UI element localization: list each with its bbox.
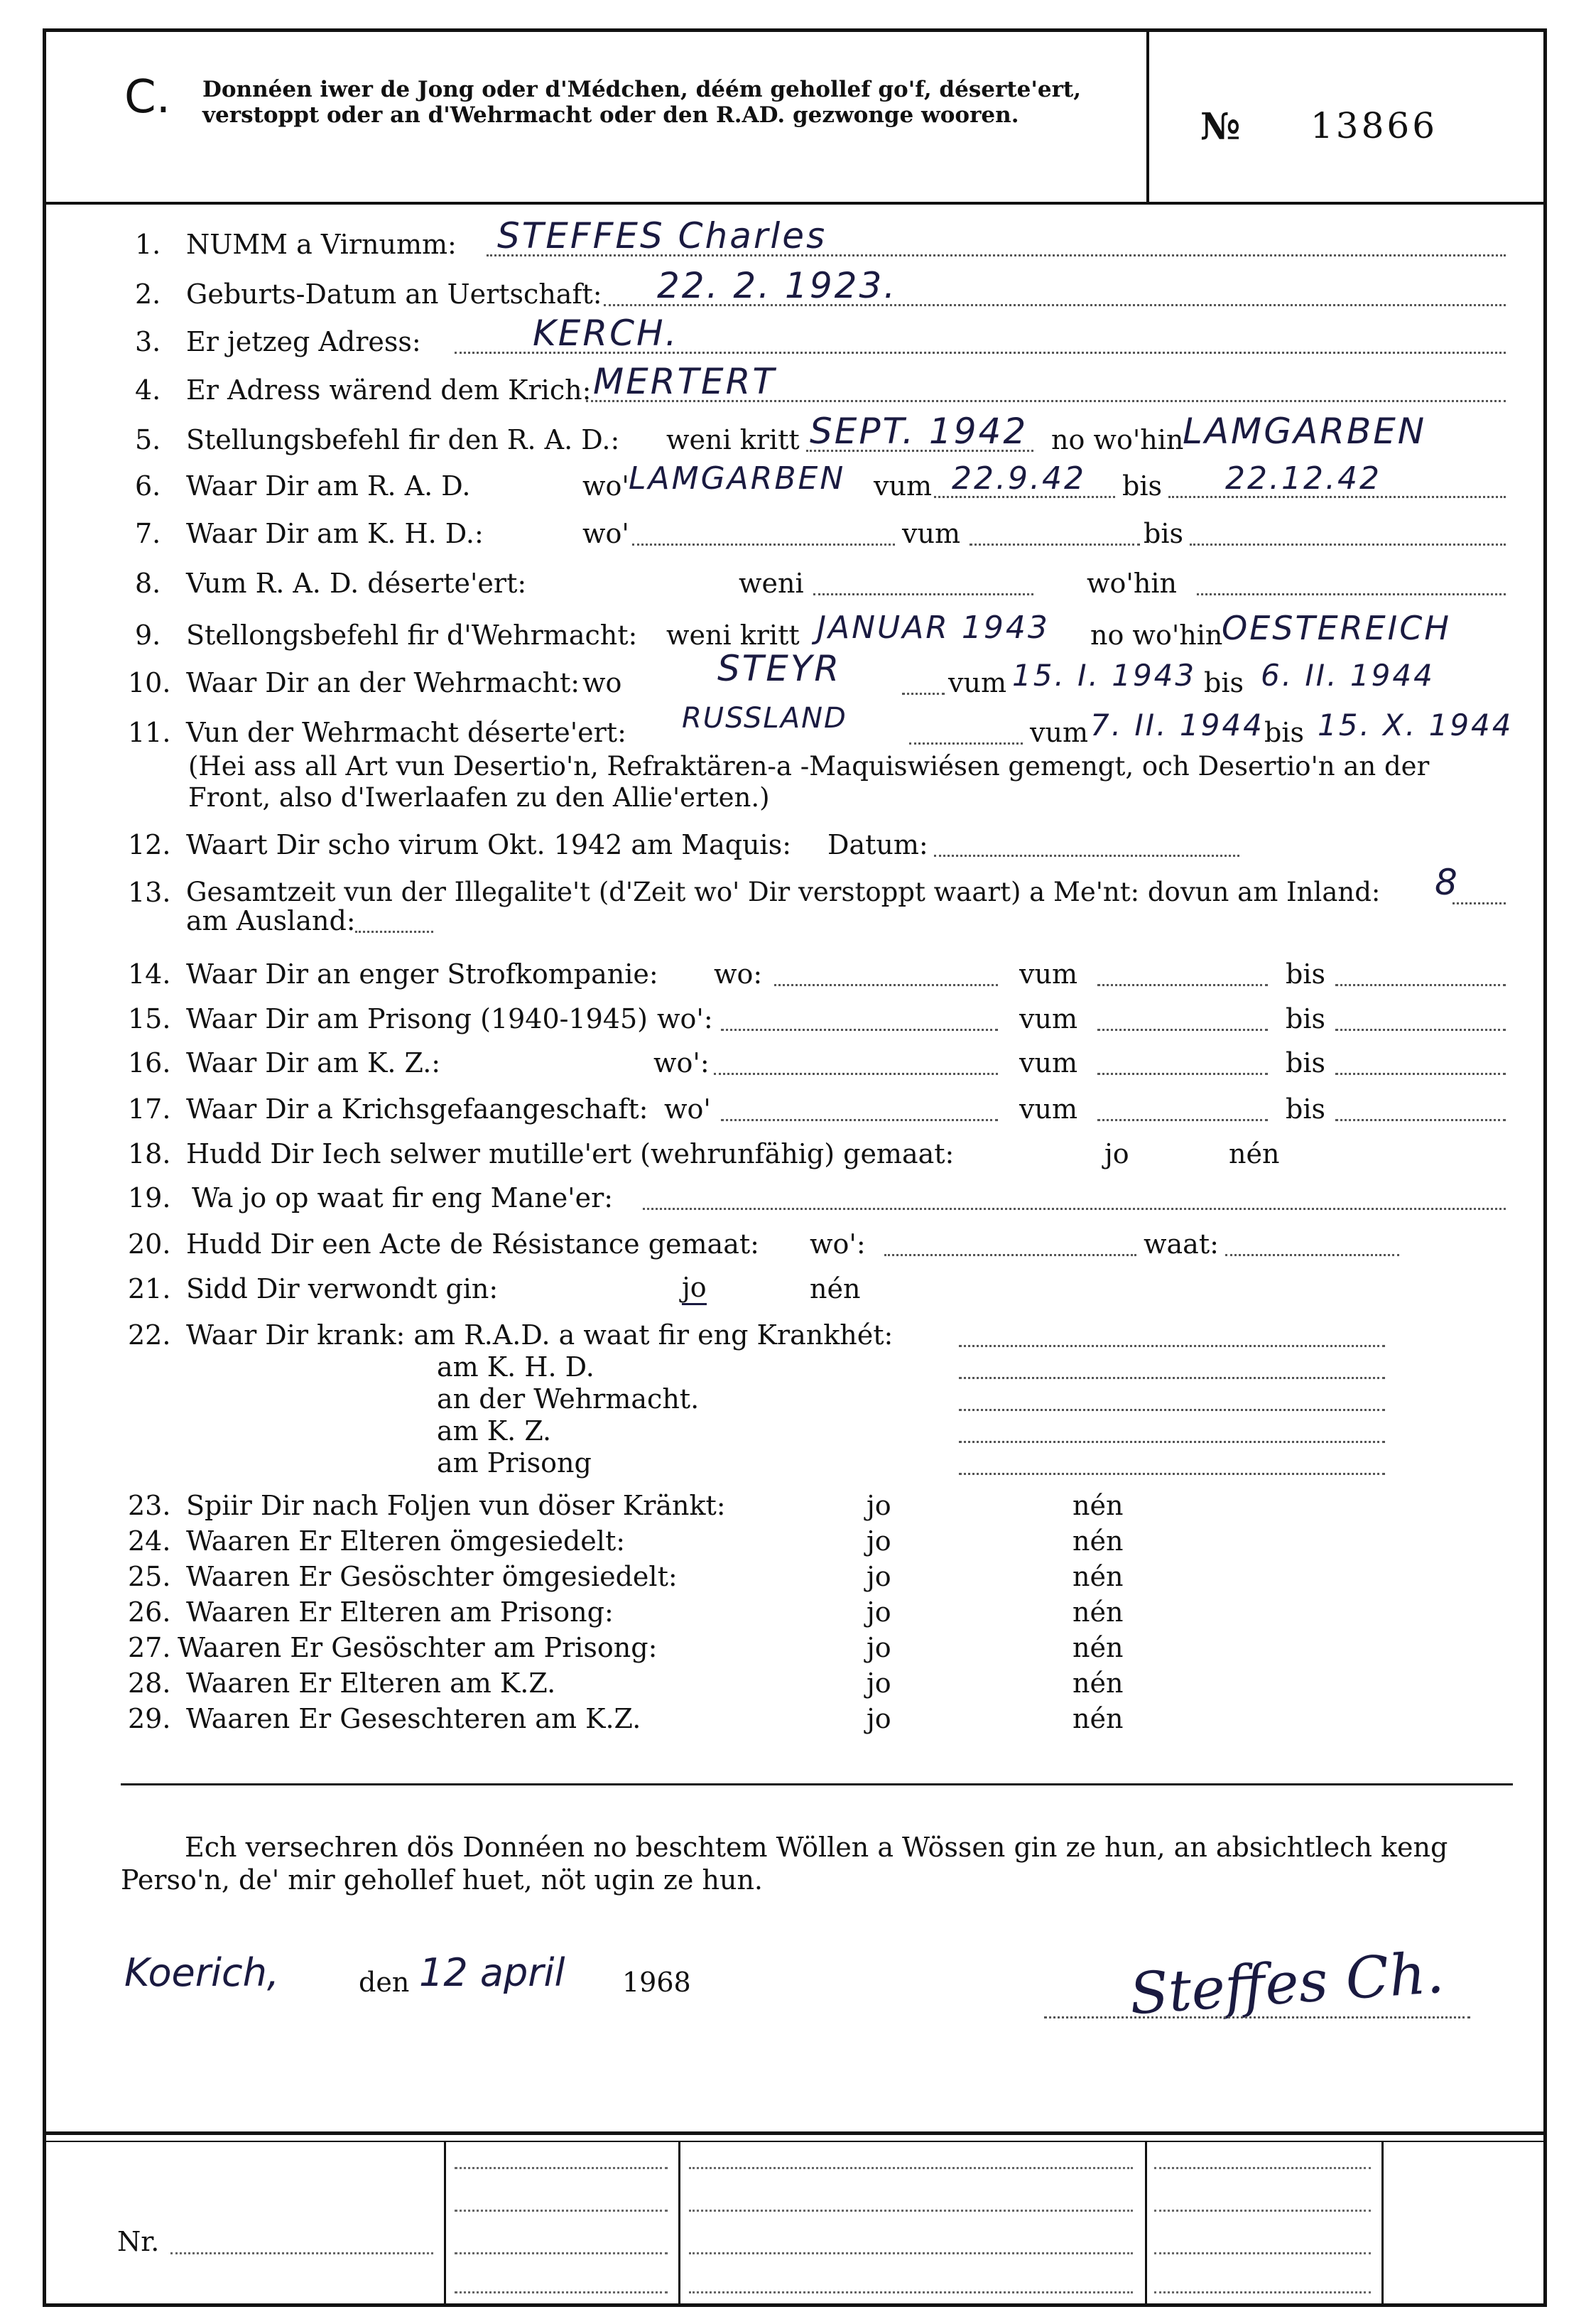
sub-label: am K. H. D. — [437, 1351, 594, 1383]
sub-label: am Prisong — [437, 1447, 592, 1479]
row-12 — [128, 828, 1506, 863]
wo-field-line[interactable] — [884, 1227, 1136, 1256]
footer-rule-thin — [45, 2141, 1545, 2142]
row-26 — [128, 1595, 1506, 1631]
footer-cell-line[interactable] — [689, 2291, 1133, 2293]
row-number: 29. — [128, 1703, 171, 1734]
row-label: Hudd Dir een Acte de Résistance gemaat: — [186, 1228, 759, 1260]
jo-option[interactable]: jo — [867, 1596, 891, 1628]
row-label: Waaren Er Elteren am Prisong: — [186, 1596, 614, 1628]
wo-value: STEYR — [717, 648, 842, 689]
weni-label: weni kritt — [666, 424, 800, 455]
section-letter: C. — [124, 71, 171, 124]
row-29 — [128, 1702, 1506, 1737]
wo-label: wo': — [810, 1228, 866, 1260]
declaration-divider — [121, 1783, 1513, 1785]
header-divider — [45, 202, 1545, 205]
jo-option[interactable]: jo — [867, 1703, 891, 1734]
address-value: KERCH. — [533, 313, 679, 354]
footer-cell-line[interactable] — [689, 2167, 1133, 2169]
vum-field-line[interactable] — [1097, 1002, 1268, 1031]
row-number: 18. — [128, 1138, 171, 1169]
wo-field-line[interactable] — [714, 1046, 998, 1075]
weni-label: weni — [739, 568, 804, 599]
row-3 — [135, 313, 1506, 360]
row-number: 25. — [128, 1561, 171, 1592]
row-label: Waaren Er Gesöschter am Prisong: — [178, 1632, 658, 1663]
wo-field-line[interactable] — [721, 1092, 998, 1121]
row-21 — [128, 1272, 1506, 1307]
wo-field-line[interactable] — [721, 1002, 998, 1031]
wo-field-line[interactable] — [909, 715, 1023, 745]
jo-option[interactable]: jo — [867, 1632, 891, 1663]
vum-label: vum — [1019, 1003, 1077, 1034]
bis-field-line[interactable] — [1335, 1046, 1506, 1075]
row-19 — [128, 1181, 1506, 1216]
bis-label: bis — [1144, 518, 1183, 549]
nr-label: Nr. — [117, 2226, 160, 2257]
bis-field-line[interactable] — [1190, 517, 1506, 546]
row-number: 16. — [128, 1047, 171, 1079]
row-number: 11. — [128, 717, 171, 748]
row-number: 17. — [128, 1093, 171, 1125]
declaration-text: Ech versechren dös Donnéen no beschtem Wöllen a Wössen gin ze hun, an absichtlech keng Perso'n, de' mir gehollef huet, nöt ugin ze hun. — [121, 1832, 1448, 1896]
row-label: Waaren Er Elteren am K.Z. — [186, 1668, 556, 1699]
war-address-value: MERTERT — [593, 361, 776, 402]
row-label: Waar Dir am K. Z.: — [186, 1047, 441, 1079]
wo-label: wo' — [582, 518, 629, 549]
footer-cell-line[interactable] — [689, 2252, 1133, 2254]
den-label: den — [359, 1967, 410, 1998]
vum-label: vum — [1019, 1047, 1077, 1079]
row-label: Er Adress wärend dem Krich: — [186, 374, 592, 406]
vum-label: vum — [1019, 958, 1077, 990]
bis-value: 22.12.42 — [1225, 460, 1381, 497]
nen-option[interactable]: nén — [1229, 1138, 1280, 1169]
bis-label: bis — [1286, 1003, 1325, 1034]
vum-label: vum — [948, 667, 1006, 698]
footer-cell-line[interactable] — [455, 2252, 668, 2254]
wo-label: wo: — [714, 958, 763, 990]
inland-field-line[interactable] — [1452, 875, 1506, 904]
jo-option[interactable]: jo — [867, 1561, 891, 1592]
row-label: Er jetzeg Adress: — [186, 326, 421, 357]
row-20 — [128, 1227, 1506, 1263]
nen-option[interactable]: nén — [1073, 1561, 1124, 1592]
bis-label: bis — [1286, 958, 1325, 990]
row-label: Vum R. A. D. déserte'ert: — [186, 568, 527, 599]
bis-field-line[interactable] — [1335, 957, 1506, 986]
sub-field-line[interactable] — [959, 1382, 1385, 1411]
row-label: Waart Dir scho virum Okt. 1942 am Maquis: — [186, 829, 792, 860]
row-label: Waaren Er Gesöschter ömgesiedelt: — [186, 1561, 678, 1592]
row-5 — [135, 411, 1506, 458]
row-22-sub-4 — [135, 1446, 1506, 1481]
wohin-value: LAMGARBEN — [1183, 411, 1427, 452]
row-22-sub-2 — [135, 1382, 1506, 1417]
inland-value: 8 — [1435, 862, 1460, 903]
row-10 — [128, 648, 1506, 701]
footer-cell-line[interactable] — [455, 2167, 668, 2169]
row-number: 13. — [128, 877, 171, 908]
row-label: Spiir Dir nach Foljen vun döser Kränkt: — [186, 1490, 726, 1521]
row-label: Sidd Dir verwondt gin: — [186, 1273, 499, 1304]
row-number: 22. — [128, 1319, 171, 1351]
jo-option[interactable]: jo — [867, 1525, 891, 1557]
signing-place: Koerich, — [124, 1950, 280, 1995]
row-number: 20. — [128, 1228, 171, 1260]
bis-value: 6. II. 1944 — [1261, 658, 1435, 693]
bis-label: bis — [1286, 1047, 1325, 1079]
form-number: 13866 — [1310, 105, 1438, 146]
waat-label: waat: — [1144, 1228, 1219, 1260]
row-8 — [135, 566, 1506, 602]
signature: Steffes Ch. — [1127, 1939, 1446, 2028]
wohin-value: OESTEREICH — [1222, 609, 1451, 647]
sub-field-line[interactable] — [959, 1446, 1385, 1475]
row-label: Hudd Dir Iech selwer mutille'ert (wehrunfähig) gemaat: — [186, 1138, 955, 1169]
footer-cell-line[interactable] — [1154, 2210, 1371, 2212]
row-18 — [128, 1137, 1506, 1172]
row-22-sub-1 — [135, 1350, 1506, 1385]
row-number: 23. — [128, 1490, 171, 1521]
weni-label: weni kritt — [666, 620, 800, 651]
wo-label: wo' — [664, 1093, 711, 1125]
bis-label: bis — [1204, 667, 1244, 698]
illness-field-line[interactable] — [959, 1318, 1385, 1347]
row-22 — [128, 1318, 1506, 1353]
row-15 — [128, 1002, 1506, 1037]
signing-year: 1968 — [622, 1967, 691, 1998]
sub-field-line[interactable] — [959, 1414, 1385, 1443]
row-label: Waar Dir krank: am R.A.D. a waat fir eng Krankhét: — [186, 1319, 894, 1351]
bis-field-line[interactable] — [1335, 1002, 1506, 1031]
bis-label: bis — [1264, 717, 1304, 748]
row-label: Geburts-Datum an Uertschaft: — [186, 279, 602, 310]
bis-label: bis — [1286, 1093, 1325, 1125]
wohin-label: no wo'hin — [1051, 424, 1184, 455]
wohin-field-line[interactable] — [1197, 566, 1506, 595]
row-14 — [128, 957, 1506, 993]
footer-col-divider — [678, 2142, 680, 2307]
row-label: Wa jo op waat fir eng Mane'er: — [192, 1182, 614, 1214]
footer-col-divider — [444, 2142, 446, 2307]
weni-value: SEPT. 1942 — [810, 411, 1028, 452]
row-number: 4. — [135, 374, 161, 406]
vum-value: 22.9.42 — [952, 460, 1086, 497]
name-value: STEFFES Charles — [497, 215, 827, 256]
row-number: 7. — [135, 518, 161, 549]
row-23 — [128, 1488, 1506, 1524]
ausland-field-line[interactable] — [355, 904, 433, 933]
section-title: Donnéen iwer de Jong oder d'Médchen, déém gehollef go'f, déserte'ert, verstoppt oder an d'Wehrmacht oder den R.AD. gezwonge wooren. — [202, 77, 1082, 128]
wo-value: RUSSLAND — [682, 702, 847, 735]
sub-label: an der Wehrmacht. — [437, 1383, 700, 1415]
wo-label: wo' — [582, 470, 629, 502]
wo-label: wo': — [653, 1047, 710, 1079]
footer-cell-line[interactable] — [455, 2210, 668, 2212]
waat-field-line[interactable] — [1225, 1227, 1399, 1256]
wo-value: LAMGARBEN — [629, 460, 846, 497]
wo-label: wo — [582, 667, 622, 698]
vum-field-line[interactable] — [1097, 1092, 1268, 1121]
jo-option[interactable]: jo — [1104, 1138, 1129, 1169]
row-number: 27. — [128, 1632, 171, 1663]
footer-cell-line[interactable] — [689, 2210, 1133, 2212]
vum-field-line[interactable] — [1097, 1046, 1268, 1075]
footer-cell-line[interactable] — [455, 2291, 668, 2293]
vum-value: 7. II. 1944 — [1090, 708, 1264, 742]
row-number: 10. — [128, 667, 171, 698]
row-number: 5. — [135, 424, 161, 455]
nen-option[interactable]: nén — [1073, 1596, 1124, 1628]
row-24 — [128, 1524, 1506, 1560]
row-label: Stellongsbefehl fir d'Wehrmacht: — [186, 620, 638, 651]
row-number: 9. — [135, 620, 161, 651]
wo-field-line[interactable] — [774, 957, 998, 986]
nen-option[interactable]: nén — [810, 1273, 861, 1304]
row-13-ausland — [135, 904, 1506, 939]
wohin-label: wo'hin — [1087, 568, 1177, 599]
vum-label: vum — [1019, 1093, 1077, 1125]
row-number: 1. — [135, 229, 161, 260]
weni-value: JANUAR 1943 — [817, 610, 1050, 646]
row-label: Vun der Wehrmacht déserte'ert: — [186, 717, 626, 748]
number-sign: № — [1200, 105, 1241, 148]
row-number: 26. — [128, 1596, 171, 1628]
row-label: Gesamtzeit vun der Illegalite't (d'Zeit wo' Dir verstoppt waart) a Me'nt: dovun am Inland: — [186, 877, 1381, 907]
row-17 — [128, 1092, 1506, 1128]
row-label: Waaren Er Geseschteren am K.Z. — [186, 1703, 641, 1734]
vum-label: vum — [874, 470, 932, 502]
row-label: Waar Dir am R. A. D. — [186, 470, 471, 502]
row-25 — [128, 1560, 1506, 1595]
row-16 — [128, 1046, 1506, 1081]
row-label: Waar Dir an enger Strofkompanie: — [186, 958, 658, 990]
vum-label: vum — [1030, 717, 1088, 748]
header-vertical-divider — [1146, 31, 1149, 202]
nen-option[interactable]: nén — [1073, 1525, 1124, 1557]
wo-field-line[interactable] — [632, 517, 895, 546]
row-6 — [135, 460, 1506, 504]
ausland-label: am Ausland: — [186, 905, 356, 936]
row-11 — [128, 702, 1514, 751]
row-number: 8. — [135, 568, 161, 599]
vum-label: vum — [902, 518, 960, 549]
row-number: 15. — [128, 1003, 171, 1034]
row-number: 28. — [128, 1668, 171, 1699]
vum-field-line[interactable] — [970, 517, 1140, 546]
row-7 — [135, 517, 1506, 552]
row-label: Waar Dir am Prisong (1940-1945) — [186, 1003, 648, 1034]
nen-option[interactable]: nén — [1073, 1668, 1124, 1699]
bis-label: bis — [1122, 470, 1162, 502]
row-label: Waar Dir a Krichsgefaangeschaft: — [186, 1093, 648, 1125]
row-28 — [128, 1666, 1506, 1702]
row-number: 3. — [135, 326, 161, 357]
signing-date: 12 april — [419, 1950, 565, 1995]
row-label: NUMM a Virnumm: — [186, 229, 457, 260]
vum-field-line[interactable] — [1097, 957, 1268, 986]
wo-field-line[interactable] — [902, 666, 945, 695]
datum-field-line[interactable] — [934, 828, 1239, 857]
row-4 — [135, 361, 1506, 409]
nr-field-line[interactable] — [170, 2252, 433, 2254]
wo-label: wo': — [657, 1003, 713, 1034]
row-number: 6. — [135, 470, 161, 502]
row-number: 19. — [128, 1182, 171, 1214]
row-2 — [135, 265, 1506, 313]
desertion-note: (Hei ass all Art vun Desertio'n, Refraktären-a -Maquiswiésen gemengt, och Desertio'n an der Front, also d'Iwerlaafen zu den Allie'erten.) — [188, 751, 1430, 813]
jo-option-selected[interactable]: jo — [682, 1272, 707, 1305]
manner-field-line[interactable] — [643, 1181, 1506, 1210]
row-number: 24. — [128, 1525, 171, 1557]
row-1 — [135, 215, 1506, 263]
row-label: Stellungsbefehl fir den R. A. D.: — [186, 424, 620, 455]
nen-option[interactable]: nén — [1073, 1703, 1124, 1734]
signature-line[interactable] — [1044, 2016, 1470, 2018]
footer-col-divider — [1381, 2142, 1384, 2307]
footer-col-divider — [1145, 2142, 1147, 2307]
vum-value: 15. I. 1943 — [1012, 658, 1197, 693]
bis-field-line[interactable] — [1335, 1092, 1506, 1121]
footer-cell-line[interactable] — [1154, 2252, 1371, 2254]
footer-cell-line[interactable] — [1154, 2291, 1371, 2293]
footer-cell-line[interactable] — [1154, 2167, 1371, 2169]
row-27 — [128, 1631, 1506, 1666]
row-label: Waaren Er Elteren ömgesiedelt: — [186, 1525, 626, 1557]
row-number: 2. — [135, 279, 161, 310]
sub-field-line[interactable] — [959, 1350, 1385, 1379]
row-number: 14. — [128, 958, 171, 990]
footer-rule-thick — [45, 2131, 1545, 2135]
row-number: 21. — [128, 1273, 171, 1304]
bis-value: 15. X. 1944 — [1318, 708, 1514, 742]
jo-option[interactable]: jo — [867, 1668, 891, 1699]
datum-label: Datum: — [827, 829, 928, 860]
sub-label: am K. Z. — [437, 1415, 552, 1447]
wohin-label: no wo'hin — [1090, 620, 1223, 651]
weni-field-line[interactable] — [813, 566, 1033, 595]
nen-option[interactable]: nén — [1073, 1632, 1124, 1663]
birth-value: 22. 2. 1923. — [657, 265, 898, 306]
row-label: Waar Dir am K. H. D.: — [186, 518, 484, 549]
row-22-sub-3 — [135, 1414, 1506, 1449]
jo-option[interactable]: jo — [867, 1490, 891, 1521]
row-number: 12. — [128, 829, 171, 860]
nen-option[interactable]: nén — [1073, 1490, 1124, 1521]
row-label: Waar Dir an der Wehrmacht: — [186, 667, 580, 698]
